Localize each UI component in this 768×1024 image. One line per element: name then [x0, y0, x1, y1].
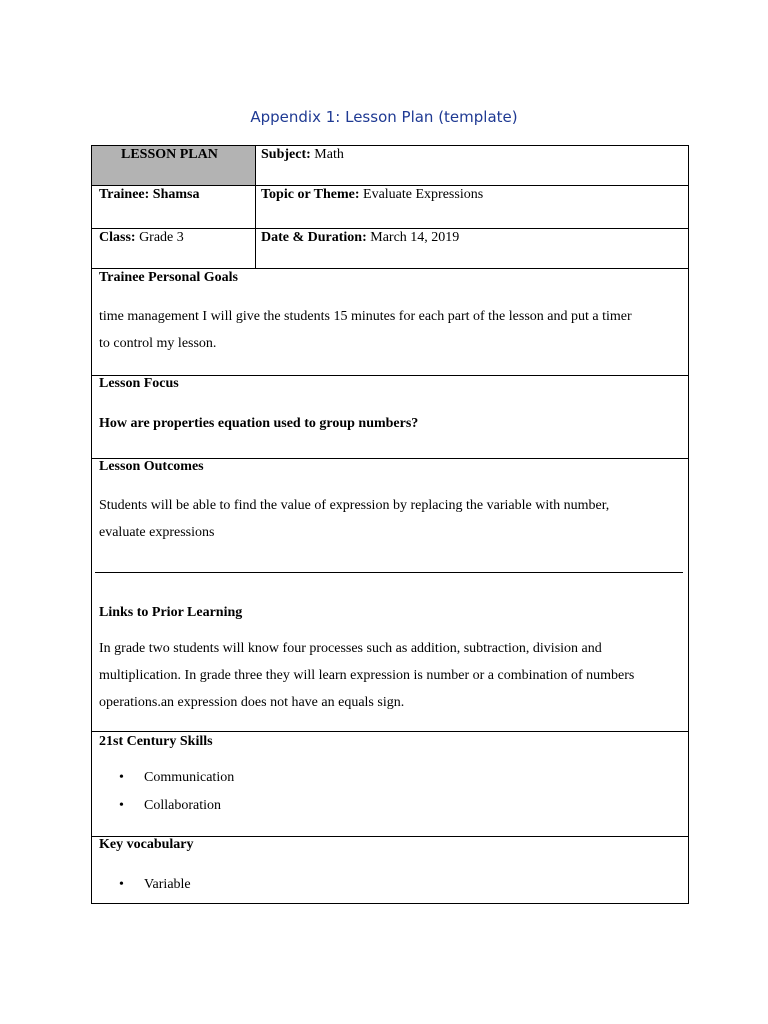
lesson-plan-label: LESSON PLAN — [121, 147, 218, 162]
date-label: Date & Duration: — [261, 230, 367, 245]
lesson-outcomes-line-2: evaluate expressions — [99, 525, 215, 540]
lesson-focus-heading: Lesson Focus — [99, 376, 179, 391]
trainee-label: Trainee: — [99, 187, 150, 202]
subject-line — [261, 146, 344, 164]
lesson-outcomes-line-1: Students will be able to find the value of expression by replacing the variable with number, — [99, 498, 610, 513]
lesson-outcomes-right-border — [688, 458, 689, 573]
bullet-icon: • — [119, 877, 124, 892]
lesson-outcomes-divider — [95, 572, 683, 573]
century-skills-heading: 21st Century Skills — [99, 734, 213, 749]
prior-learning-right-border — [688, 572, 689, 732]
class-line — [99, 229, 184, 247]
key-vocabulary-item-label: Variable — [144, 877, 191, 892]
trainee-value: Shamsa — [152, 187, 200, 202]
lesson-outcomes-heading: Lesson Outcomes — [99, 459, 204, 474]
trainee-line — [99, 186, 199, 204]
date-value: March 14, 2019 — [370, 230, 460, 245]
century-skills-item-label: Communication — [144, 770, 235, 785]
prior-learning-heading: Links to Prior Learning — [99, 605, 243, 620]
date-line — [261, 229, 459, 247]
bullet-icon: • — [119, 770, 124, 785]
document-title: Appendix 1: Lesson Plan (template) — [250, 108, 518, 126]
class-value: Grade 3 — [139, 230, 184, 245]
bullet-icon: • — [119, 798, 124, 813]
topic-value: Evaluate Expressions — [363, 187, 484, 202]
lesson-focus-question: How are properties equation used to group numbers? — [99, 416, 419, 431]
key-vocabulary-heading: Key vocabulary — [99, 837, 194, 852]
personal-goals-line-2: to control my lesson. — [99, 336, 217, 351]
topic-line — [261, 186, 483, 204]
personal-goals-line-1: time management I will give the students 15 minutes for each part of the lesson and put a timer — [99, 309, 632, 324]
prior-learning-line-3: operations.an expression does not have an equals sign. — [99, 695, 405, 710]
class-label: Class: — [99, 230, 136, 245]
topic-label: Topic or Theme: — [261, 187, 360, 202]
lesson-outcomes-left-border — [91, 458, 92, 573]
prior-learning-left-border — [91, 572, 92, 732]
personal-goals-heading: Trainee Personal Goals — [99, 270, 238, 285]
subject-value: Math — [314, 147, 344, 162]
prior-learning-line-2: multiplication. In grade three they will learn expression is number or a combination of numbers — [99, 668, 635, 683]
century-skills-item-label: Collaboration — [144, 798, 221, 813]
prior-learning-line-1: In grade two students will know four processes such as addition, subtraction, division and — [99, 641, 602, 656]
subject-label: Subject: — [261, 147, 311, 162]
